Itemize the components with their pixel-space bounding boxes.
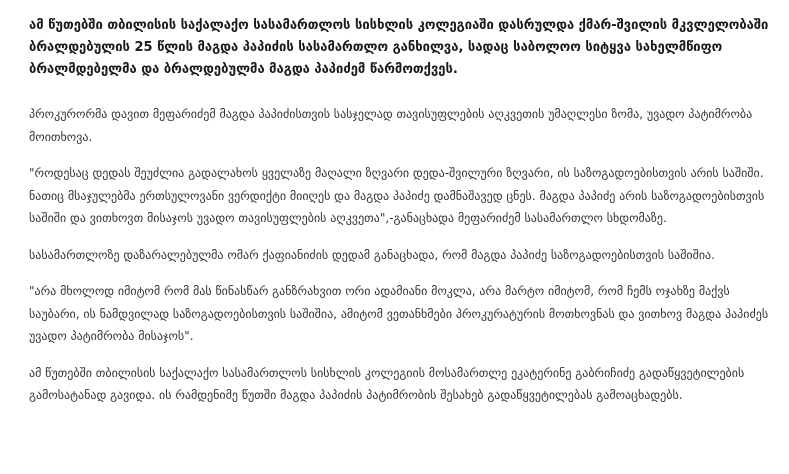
article-paragraph: "არა მხოლოდ იმიტომ რომ მას წინასწარ განზრახვით ორი ადამიანი მოკლა, არა მარტო იმიტომ, რომ ჩემს ოჯახზე მაქვს საუბარი, ის ნამდვილად საზოგადოებისთვის საშიშია, ამიტომ ვეთანხმები პროკურატურის მოთხოვნას და ვითხოვ მაგდა პაპიძეს უვადო პატიმრობა მისაჯოს".	[29, 284, 769, 343]
article-lead: ამ წუთებში თბილისის საქალაქო სასამართლოს სისხლის კოლეგიაში დასრულდა ქმარ-შვილის მკვლელობაში ბრალდებულის 25 წლის მაგდა პაპიძის სასამართლო განხილვა, სადაც საბოლოო სიტყვა სახელმწიფო ბრალმდებელმა და ბრალდებულმა მაგდა პაპიძემ წარმოთქვეს.	[29, 18, 769, 77]
article-paragraph: სასამართლოზე დაზარალებულმა ომარ ქაფიანიძის დედამ განაცხადა, რომ მაგდა პაპიძე საზოგადოებისთვის საშიშია.	[29, 247, 715, 262]
article-paragraph: "როდესაც დედას შეუძლია გადალახოს ყველაზე მაღალი ზღვარი დედა-შვილური ზღვარი, ის საზოგადოებისთვის არის საშიში. ნათიც მსაჯულებმა ერთსულოვანი ვერდიქტი მიიღეს და მაგდა პაპიძე დამნაშავედ ცნეს. მაგდა პაპიძე არის საზოგადოებისთვის საშიში და ვითხოვთ მისაჯოს უვადო თავისუფლების აღკვეთა",-განაცხადა მეფარიძემ სასამართლო სხდომაზე.	[29, 166, 765, 225]
article-paragraph: პროკურორმა დავით მეფარიძემ მაგდა პაპიძისთვის სასჯელად თავისუფლების აღკვეთის უმაღლესი ზომა, უვადო პატიმრობა მოითხოვა.	[29, 107, 753, 144]
article-paragraph: ამ წუთებში თბილისის საქალაქო სასამართლოს სისხლის კოლეგიის მოსამართლე ეკატერინე გაბრიჩიძე გადაწყვეტილების გამოსატანად გავიდა. ის რამდენიმე წუთში მაგდა პაპიძის პატიმრობის შესახებ გადაწყვეტილებას გამოაცხადებს.	[29, 365, 745, 402]
